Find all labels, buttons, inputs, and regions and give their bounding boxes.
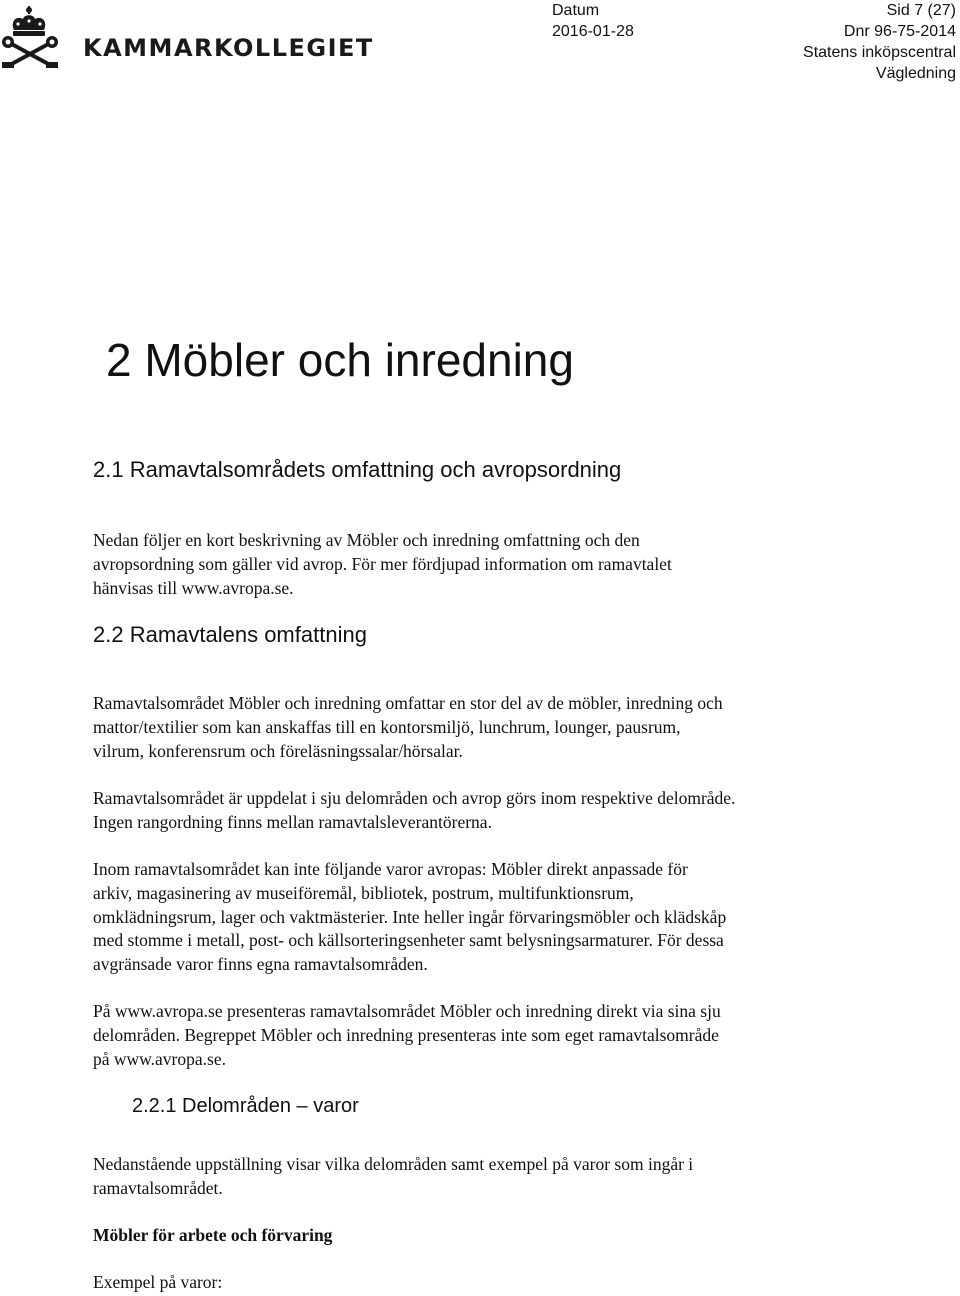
date-label: Datum [552,2,600,19]
header-info-block [803,0,956,84]
chapter-heading: 2 Möbler och inredning [106,334,574,386]
paragraph-line: Nedan följer en kort beskrivning av Möbler och inredning omfattning och den [93,530,640,550]
paragraph-line: Nedanstående uppställning visar vilka delområden samt exempel på varor som ingår i [93,1154,694,1174]
paragraph-line: På www.avropa.se presenteras ramavtalsområdet Möbler och inredning direkt via sina sju [93,1001,721,1021]
logo-wordmark: KAMMARKOLLEGIET [83,34,374,62]
paragraph-line: på www.avropa.se. [93,1048,226,1069]
paragraph-line: Inom ramavtalsområdet kan inte följande varor avropas: Möbler direkt anpassade för [93,859,688,879]
examples-label: Exempel på varor: [93,1272,223,1292]
paragraph-line: mattor/textilier som kan anskaffas till en kontorsmiljö, lunchrum, lounger, pausrum, [93,716,681,737]
section-heading-2-1: 2.1 Ramavtalsområdets omfattning och avropsordning [93,457,622,482]
paragraph-exclusions [93,858,893,977]
paragraph-line: Ingen rangordning finns mellan ramavtalsleverantörerna. [93,811,492,832]
paragraph-line: vilrum, konferensrum och föreläsningssalar/hörsalar. [93,740,463,761]
paragraph-line: avropsordning som gäller vid avrop. För mer fördjupad information om ramavtalet [93,553,672,574]
paragraph-line: avgränsade varor finns egna ramavtalsområden. [93,954,428,975]
paragraph-intro [93,529,893,600]
paragraph-line: delområden. Begreppet Möbler och inredning presenteras inte som eget ramavtalsområde [93,1024,719,1045]
organization: Statens inköpscentral [803,44,956,61]
paragraph-line: omklädningsrum, lager och vaktmästerier. Inte heller ingår förvaringsmöbler och klädskåp [93,906,727,927]
paragraph-line: Ramavtalsområdet Möbler och inredning omfattar en stor del av de möbler, inredning och [93,693,723,713]
dnr: Dnr 96-75-2014 [843,23,956,40]
paragraph-scope [93,692,893,763]
paragraph-line: Ramavtalsområdet är uppdelat i sju delområden och avrop görs inom respektive delområde. [93,788,736,808]
paragraph-subareas [93,787,893,835]
section-heading-2-2: 2.2 Ramavtalens omfattning [93,622,367,647]
crown-keys-icon [0,4,82,74]
paragraph-line: arkiv, magasinering av museiföremål, bibliotek, postrum, multifunktionsrum, [93,882,634,903]
paragraph-line: ramavtalsområdet. [93,1177,223,1198]
paragraph-overview [93,1153,893,1201]
kammarkollegiet-logo [0,4,374,74]
header-date-block [552,0,634,42]
date-value: 2016-01-28 [552,23,634,40]
page-number: Sid 7 (27) [886,2,956,19]
subarea-heading: Möbler för arbete och förvaring [93,1225,333,1245]
paragraph-line: med stomme i metall, post- och källsorteringsenheter samt belysningsarmaturer. För dessa [93,930,724,951]
paragraph-avropa [93,1000,893,1071]
section-heading-2-2-1: 2.2.1 Delområden – varor [132,1095,359,1117]
document-type: Vägledning [875,65,956,82]
paragraph-line: hänvisas till www.avropa.se. [93,577,294,598]
